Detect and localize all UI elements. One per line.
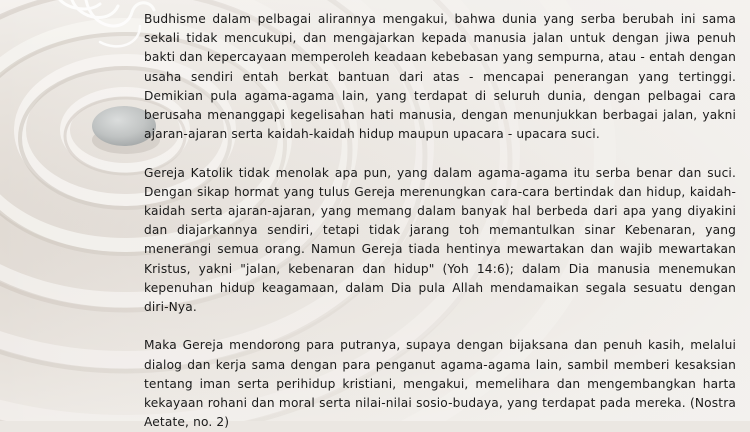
paragraph-dialogue: Maka Gereja mendorong para putranya, supaya dengan bijaksana dan penuh kasih, melalui dialog dan kerja sama dengan para penganut agama-agama lain, sambil memberi kesaksian tentang iman serta perihidup kristiani, mengakui, memelihara dan mengembangkan harta kekayaan rohani dan moral serta nilai-nilai sosio-budaya, yang terdapat pada mereka. (Nostra Aetate, no. 2) bbox=[144, 338, 736, 430]
paragraph-catholic-church: Gereja Katolik tidak menolak apa pun, yang dalam agama-agama itu serba benar dan suci. Dengan sikap hormat yang tulus Gereja merenungkan cara-cara bertindak dan hidup, kaidah-kaidah serta ajaran-ajaran, yang memang dalam banyak hal berbeda dari apa yang diyakini dan diajarkannya sendiri, tetapi tidak jarang toh memantulkan sinar Kebenaran, yang menerangi semua orang. Namun Gereja tiada hentinya mewartakan dan wajib mewartakan Kristus, yakni "jalan, kebenaran dan hidup" (Yoh 14:6); dalam Dia manusia menemukan kepenuhan hidup keagamaan, dalam Dia pula Allah mendamaikan segala sesuatu dengan diri-Nya. bbox=[144, 165, 736, 315]
body-text bbox=[144, 10, 736, 432]
paragraph-buddhism: Budhisme dalam pelbagai alirannya mengakui, bahwa dunia yang serba berubah ini sama sekali tidak mencukupi, dan mengajarkan kepada manusia jalan untuk dengan jiwa penuh bakti dan kepercayaan memperoleh keadaan kebebasan yang sempurna, atau - entah dengan usaha sendiri entah berkat bantuan dari atas - mencapai penerangan yang tertinggi. Demikian pula agama-agama lain, yang terdapat di seluruh dunia, dengan pelbagai cara berusaha menanggapi kegelisahan hati manusia, dengan menunjukkan berbagai jalan, yakni ajaran-ajaran serta kaidah-kaidah hidup maupun upacara - upacara suci. bbox=[144, 12, 736, 142]
